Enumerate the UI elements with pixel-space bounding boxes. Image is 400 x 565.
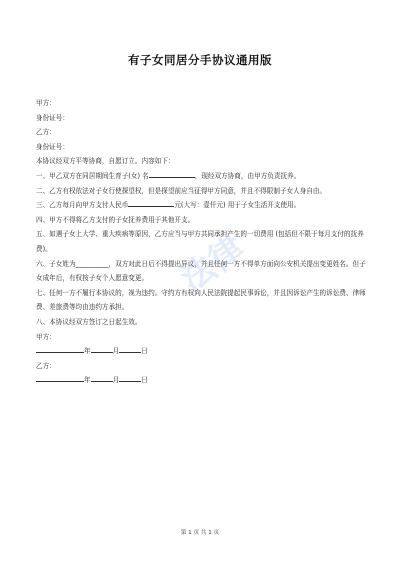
page-number: 第 1 页 共 1 页: [180, 530, 220, 536]
month-label-b: 月: [112, 376, 120, 385]
clause-4: 四、甲方不得将乙方支付的子女抚养费用于其他开支。: [36, 215, 195, 224]
year-label-b: 年: [84, 376, 91, 385]
year-blank-b: [36, 374, 84, 382]
signature-a-date: [36, 344, 366, 359]
clause-3: [36, 198, 366, 213]
party-b-id-label: 身份证号：: [36, 142, 69, 151]
year-blank-a: [36, 345, 84, 353]
day-label-b: 日: [141, 376, 148, 385]
month-blank-a: [91, 345, 113, 353]
child-count-blank: [149, 170, 195, 178]
clause-2: 二、乙方有权依法对子女行使探望权，但是探望前应当征得甲方同意，并且不得限制子女人身自由。: [36, 186, 327, 195]
clause-1: [36, 169, 366, 184]
party-a-id-label: 身份证号：: [36, 113, 69, 122]
day-blank-a: [119, 345, 141, 353]
clause-5: 五、如遇子女上大学、重大疾病等原因，乙方应当与甲方共同承担产生的一切费用 (包括但不限于每月支付的抚养费)。: [36, 230, 364, 253]
clause-3-prefix: 三、乙方每月向甲方支付人民币: [36, 201, 129, 210]
document-title: 有子女同居分手协议通用版: [128, 53, 272, 67]
amount-blank: [128, 199, 174, 207]
signature-b-label: 乙方：: [36, 361, 56, 370]
clause-1-prefix: 一、甲乙双方在同居期间生育子(女) 名: [36, 171, 149, 180]
clause-6: 六、子女姓为__________，双方对此日后不得提出异议，并且任何一方不得单方面向公安机关提出变更姓名。但子女成年后，有权按子女个人愿意变更。: [36, 259, 366, 283]
clause-7: 七、任何一方不履行本协议的，视为违约。守约方有权向人民法院提起民事诉讼，并且因诉讼产生的诉讼费、律师费、差旅费等均由违约方承担。: [36, 288, 366, 312]
clause-8: 八、本协议经双方签订之日起生效。: [36, 317, 142, 326]
clause-3-suffix: 元(大写：壹仟元) 用于子女生活开支使用。: [174, 201, 301, 210]
signature-a-label: 甲方：: [36, 332, 56, 341]
watermark-text: 法律: [173, 228, 253, 301]
party-a-label: 甲方：: [36, 99, 56, 107]
party-b-label: 乙方：: [36, 128, 56, 137]
clause-1-suffix: ，现经双方协商，由甲方负责抚养。: [194, 171, 301, 180]
intro-text: 本协议经双方平等协商，自愿订立。内容如下：: [36, 157, 175, 166]
signature-b-date: [36, 373, 366, 388]
month-blank-b: [91, 374, 113, 382]
year-label-a: 年: [84, 347, 91, 356]
day-label-a: 日: [141, 347, 148, 356]
month-label-a: 月: [112, 347, 120, 356]
document-body: [36, 96, 366, 388]
day-blank-b: [119, 374, 141, 382]
